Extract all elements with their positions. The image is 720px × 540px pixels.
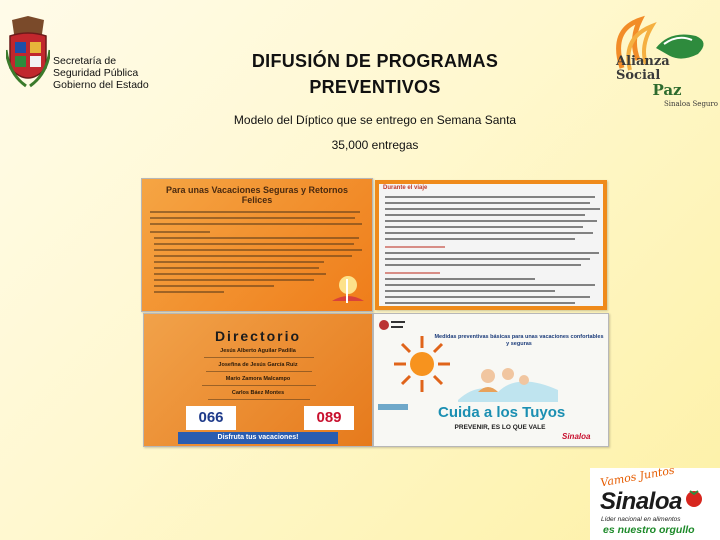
directory-name: Carlos Báez Montes <box>231 390 285 396</box>
alianza-tagline: Sinaloa Seguro <box>663 100 718 108</box>
alianza-paz: Paz <box>652 81 682 99</box>
family-illustration-icon <box>458 362 558 407</box>
diptico-panel-vacaciones <box>141 178 373 312</box>
ssp-logo-icon <box>378 318 406 332</box>
delivery-count: 35,000 entregas <box>331 138 419 152</box>
tomato-icon <box>683 486 705 513</box>
title-line-2: PREVENTIVOS <box>309 77 441 97</box>
sun-illustration-icon <box>392 334 452 399</box>
directory-name: Josefina de Jesús García Ruiz <box>218 362 298 368</box>
panel-slogan: PREVENIR, ES LO QUE VALE <box>454 424 546 431</box>
vamos-juntos-label: Vamos Juntos <box>599 463 676 490</box>
orgullo-label: es nuestro orgullo <box>603 524 695 536</box>
alianza-logo-text <box>616 55 718 111</box>
panel-title: Directorio <box>214 328 302 344</box>
secretaria-line: Secretaría de <box>53 55 117 67</box>
panel-footer: Disfruta tus vacaciones! <box>178 432 338 444</box>
secretaria-line: Gobierno del Estado <box>53 79 149 91</box>
sinaloa-logo-text: Sinaloa <box>600 488 682 515</box>
directory-name: Jesús Alberto Aguilar Padilla <box>220 348 296 354</box>
diptico-panel-directorio <box>143 313 373 447</box>
directory-name: Mario Zamora Malcampo <box>225 376 291 382</box>
emergency-number-066: 066 <box>186 406 236 430</box>
panel-title: Cuida a los Tuyos <box>438 404 566 421</box>
secretaria-line: Seguridad Pública <box>53 67 139 79</box>
title-line-1: DIFUSIÓN DE PROGRAMAS <box>251 51 499 71</box>
diptico-panel-cuida-tuyos <box>373 313 609 447</box>
subtitle: Modelo del Díptico que se entrego en Semana Santa <box>233 113 517 127</box>
diptico-panel-durante-viaje <box>375 180 607 310</box>
panel-title: Para unas Vacaciones Seguras y Retornos Felices <box>165 185 349 205</box>
beach-illustration-icon <box>328 269 366 312</box>
alianza-name: Alianza Social <box>616 54 670 83</box>
emergency-number-089: 089 <box>304 406 354 430</box>
panel-title: Durante el viaje <box>383 185 428 191</box>
sinaloa-mini-logo: Sinaloa <box>562 432 591 441</box>
panel-header: Medidas preventivas básicas para unas vacaciones confortables y seguras <box>434 334 604 347</box>
road-illustration-icon <box>378 400 408 419</box>
lider-nacional-label: Líder nacional en alimentos <box>601 516 681 523</box>
page-title <box>200 48 550 100</box>
secretaria-label <box>53 55 149 91</box>
state-seal-icon <box>6 14 50 90</box>
